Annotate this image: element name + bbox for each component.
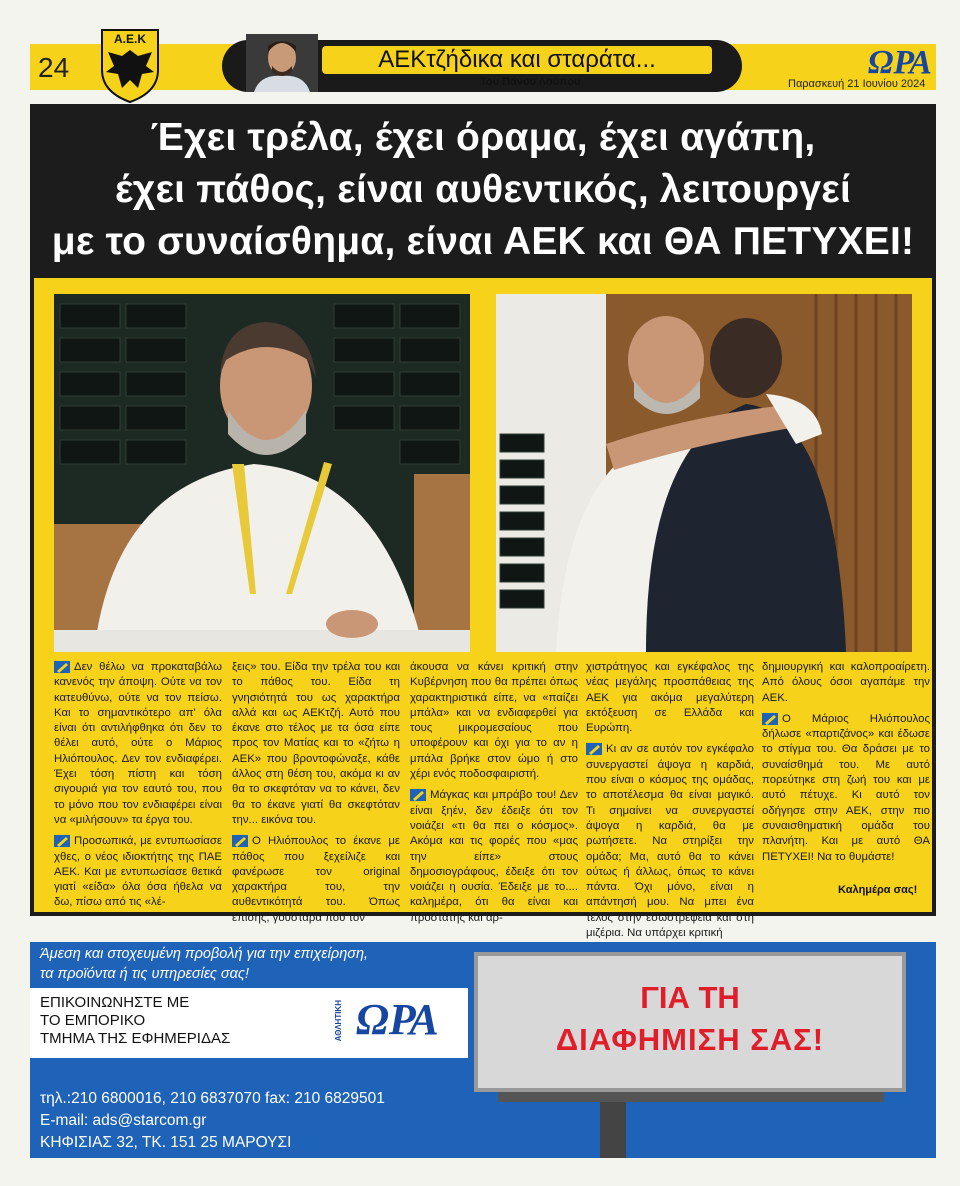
photo-press-conference <box>54 294 470 652</box>
billboard-walkway <box>498 1092 884 1102</box>
photo-hug <box>496 294 912 652</box>
paragraph: Κι αν σε αυτόν τον εγκέφαλο συνεργαστεί άψογα η καρδιά, που είναι ο κόσμος της ομάδας, το αποτέλεσμα θα είναι μαγικό. Τι σημαίνει να συνεργαστεί άψογα η καρδιά, θα με ρωτήσετε. Να στηρίξει την ομάδα; Μα, αυτό θα το κάνει ούτως ή άλλως, όπως το κάνει πάντα. Όχι μόνο, είναι η απάντησή μου. Να μπει ένα τέλος στην εσωστρέφεια και στη μιζέρια. Να υπάρχει κριτική <box>586 743 754 940</box>
pen-icon <box>586 743 602 755</box>
pen-icon <box>232 835 248 847</box>
paragraph: άκουσα να κάνει κριτική στην Κυβέρνηση που θα πρέπει όπως χαρακτηριστικά είπε, να «παίζει μπάλα» και να ενδιαφερθεί για τους μικρομεσαίους που υποφέρουν και όχι για το αν η μπάλα βρήκε στον ώμο ή στο χέρι ενός ποδοσφαιριστή. <box>410 661 578 781</box>
pen-icon <box>54 835 70 847</box>
headline-line: Έχει τρέλα, έχει όραμα, έχει αγάπη, <box>150 116 816 159</box>
article-column-2 <box>232 660 400 932</box>
aek-crest-logo <box>98 26 162 104</box>
ad-tagline: Άμεση και στοχευμένη προβολή για την επιχείρηση, <box>40 946 369 962</box>
pen-icon <box>762 713 778 725</box>
article-headline <box>40 112 926 268</box>
billboard-pole <box>600 1102 626 1158</box>
paragraph: Μάγκας και μπράβο του! Δεν είναι ξηέν, δεν έδειξε ότι τον νοιάζει «τι θα πει ο κόσμος». Ακόμα και τις φορές που «μας την είπε» στους δημοσιογράφους, έδειξε ότι τον νοιάζει η ουσία. Έδειξε με το.... καλημέρα, ότι θα είναι και προστάτης και αρ- <box>410 789 578 924</box>
paragraph: δημιουργική και καλοπροαίρετη. Από όλους όσοι αγαπάμε την ΑΕΚ. <box>762 661 930 704</box>
ad-newspaper-logo: ΩΡΑ <box>356 995 439 1044</box>
ad-email[interactable]: E-mail: ads@starcom.gr <box>40 1112 207 1129</box>
paragraph: Δεν θέλω να προκαταβάλω κανενός την άποψη. Ούτε να τον κατευθύνω, ούτε να τον πείσω. Και το σημαντικότερο απ' όλα είναι ότι αντιλήφθηκα ότι δεν το θέλει αυτό, ούτε ο Μάριος Ηλιόπουλος. Δεν τον ενδιαφέρει. Έχει τόση πίστη και τόση σιγουριά για τον εαυτό του, που το μόνο που τον ενδιαφέρει είναι να «μιλήσουν» τα έργα του. <box>54 661 222 826</box>
ad-contact-text: ΕΠΙΚΟΙΝΩΝΗΣΤΕ ΜΕ <box>40 994 190 1011</box>
column-title: ΑΕΚτζήδικα και σταράτα... <box>322 46 712 74</box>
ad-tagline: τα προϊόντα ή τις υπηρεσίες σας! <box>40 966 249 982</box>
svg-text:Α.Ε.Κ: Α.Ε.Κ <box>113 32 147 46</box>
page-number: 24 <box>38 52 70 83</box>
billboard-text: ΓΙΑ ΤΗ <box>640 980 740 1015</box>
billboard-text: ΔΙΑΦΗΜΙΣΗ ΣΑΣ! <box>555 1022 825 1057</box>
article-column-4 <box>586 660 754 947</box>
headline-line: με το συναίσθημα, είναι ΑΕΚ και ΘΑ ΠΕΤΥΧΕΙ! <box>51 220 915 263</box>
paragraph: χιστράτηγος και εγκέφαλος της νέας μεγάλης προσπάθειας της ΑΕΚ για ακόμα μεγαλύτερη εκτόξευση σε Ελλάδα και Ευρώπη. <box>586 661 754 735</box>
author-avatar <box>246 34 318 92</box>
paragraph: ξεις» του. Είδα την τρέλα του και το πάθος του. Είδα τη γνησιότητά του ως χαρακτήρα αλλά και ως ΑΕΚτζή. Αυτό που έκανε στο τέλος με τα όσα είπε προς τον Ματίας και το «ζήτω η ΑΕΚ» που βροντοφώναξε, κάθε άλλος στη θέση του, ακόμα κι αν θα το σκεφτόταν να το κάνει, δεν θα το έκανε γιατί θα σκεφτόταν την... εικόνα του. <box>232 661 400 826</box>
article-column-3 <box>410 660 578 932</box>
ad-address: ΚΗΦΙΣΙΑΣ 32, ΤΚ. 151 25 ΜΑΡΟΥΣΙ <box>40 1134 292 1151</box>
pen-icon <box>410 789 426 801</box>
issue-date: Παρασκευή 21 Ιουνίου 2024 <box>788 78 926 90</box>
headline-line: έχει πάθος, είναι αυθεντικός, λειτουργεί <box>115 168 851 211</box>
article-column-5 <box>762 660 930 871</box>
ad-contact-text: ΤΜΗΜΑ ΤΗΣ ΕΦΗΜΕΡΙΔΑΣ <box>40 1030 231 1047</box>
ad-contact-text: ΤΟ ΕΜΠΟΡΙΚΟ <box>40 1012 146 1029</box>
closing-greeting: Καλημέρα σας! <box>838 884 918 896</box>
pen-icon <box>54 661 70 673</box>
paragraph: Ο Μάριος Ηλιόπουλος δήλωσε «παρτιζάνος» και έδωσε το στίγμα του. Θα δράσει με το συναίσθημά του. Με αυτό πορεύτηκε στη ζωή του και με αυτό πέτυχε. Κι αυτό τον οδήγησε στην ΑΕΚ, στην πιο συναισθηματική ομάδα του πλανήτη. Και με αυτό ΘΑ ΠΕΤΥΧΕΙ! Να το θυμάστε! <box>762 712 930 863</box>
paragraph: Προσωπικά, με εντυπωσίασε χθες, ο νέος ιδιοκτήτης της ΠΑΕ ΑΕΚ. Και με εντυπωσίασε θετικά γιατί «είδα» όλα όσα ήθελα να δω, πίσω από τις «λέ- <box>54 835 222 909</box>
article-column-1 <box>54 660 222 917</box>
author-byline: Του Πάνου Λούπου <box>480 76 581 88</box>
ad-phone: τηλ.:210 6800016, 210 6837070 fax: 210 6829501 <box>40 1090 385 1107</box>
paragraph: Ο Ηλιόπουλος το έκανε με πάθος που ξεχείλιζε και φανέρωσε τον original χαρακτήρα του, την αυθεντικότητά του. Όπως επίσης, γούσταρα που τον <box>232 835 400 924</box>
ad-logo-subtitle: ΑΘΛΗΤΙΚΗ <box>334 1000 343 1042</box>
newspaper-logo: ΩΡΑ <box>868 44 932 81</box>
